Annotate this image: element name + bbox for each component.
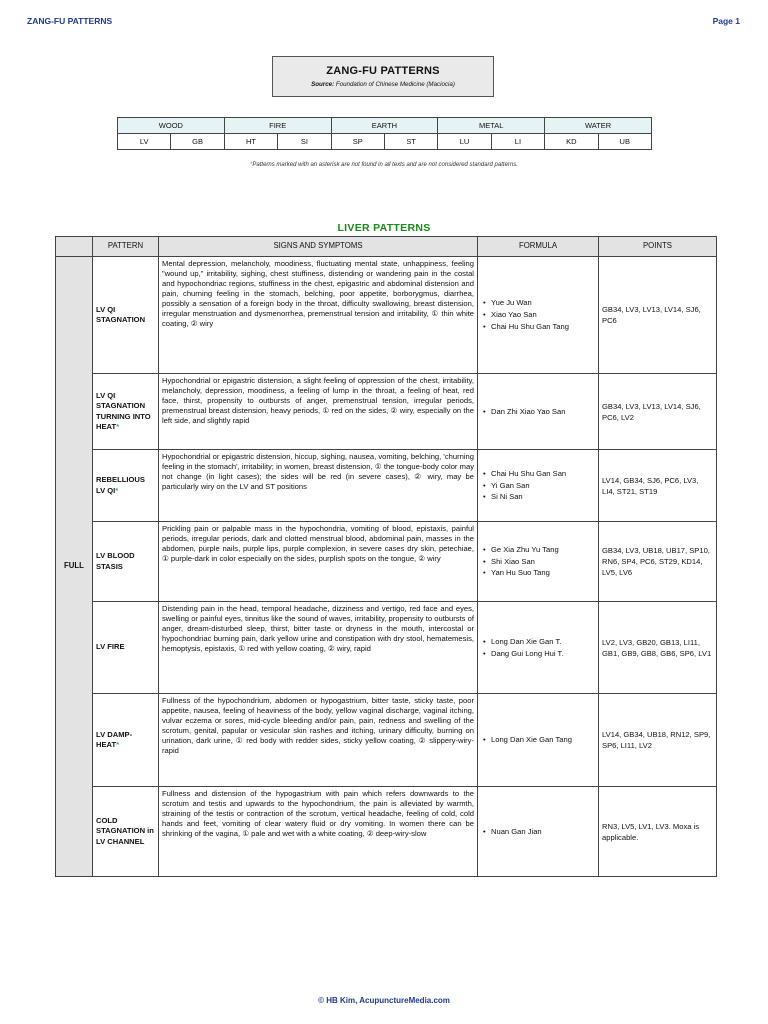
header-category — [56, 237, 93, 257]
header-points: POINTS — [599, 237, 717, 257]
formula-cell — [478, 602, 599, 694]
pattern-name: LV DAMP-HEAT — [96, 729, 133, 749]
formula-cell — [478, 450, 599, 522]
table-row — [56, 374, 717, 450]
pattern-name: LV BLOOD STASIS — [96, 551, 135, 571]
formula-item: • Ge Xia Zhu Yu Tang — [491, 544, 595, 556]
signs-cell: Distending pain in the head, temporal headache, dizziness and vertigo, red face and eyes, swelling or painful eyes, tinnitus like the sound of waves, irritability, propensity to outbursts of anger, dream-disturbed sleep, thirst, bitter taste or dryness in the mouth, intercostal or hypochondriac burning pain, dark yellow urine and constipation with dry stool, hematemesis, hemoptysis, epistaxis, ① red with yellow coating, ② wiry, rapid — [159, 602, 478, 694]
page-number: Page 1 — [712, 16, 740, 26]
category-full: FULL — [56, 257, 93, 877]
formula-item: • Xiao Yao San — [491, 309, 595, 321]
formula-item: • Yue Ju Wan — [491, 297, 595, 309]
liver-patterns-table — [55, 236, 717, 877]
pattern-name: REBELLIOUS LV QI — [96, 475, 145, 495]
footer-copyright: © HB Kim, AcupunctureMedia.com — [318, 996, 450, 1005]
formula-item: • Nuan Gan Jian — [491, 826, 595, 838]
asterisk-mark: * — [250, 162, 253, 168]
pattern-cell — [93, 787, 159, 877]
formula-item: • Chai Hu Shu Gan Tang — [491, 321, 595, 333]
organ-cell: GB — [171, 134, 224, 150]
formula-item: • Chai Hu Shu Gan San — [491, 468, 595, 480]
pattern-cell — [93, 602, 159, 694]
points-cell: GB34, LV3, UB18, UB17, SP10, RN6, SP4, PC6, ST29, KD14, LV5, LV6 — [599, 522, 717, 602]
formula-list — [481, 297, 595, 332]
points-cell: LV14, GB34, SJ6, PC6, LV3, LI4, ST21, ST19 — [599, 450, 717, 522]
formula-list — [481, 734, 595, 746]
element-fire: FIRE — [224, 118, 331, 134]
element-wood: WOOD — [118, 118, 225, 134]
table-row — [56, 602, 717, 694]
signs-cell: Prickling pain or palpable mass in the hypochondria, vomiting of blood, epistaxis, painful periods, irregular periods, dark and clotted menstrual blood, abdominal pain, masses in the abdomen, purple nails, purple lips, purple complexion, in severe cases dry skin, petechiae, ① purple-dark in color especially on the sides, purplish spots on the tongue, ② wiry — [159, 522, 478, 602]
pattern-name: COLD STAGNATION in LV CHANNEL — [96, 816, 154, 846]
pattern-asterisk: * — [115, 485, 119, 495]
organ-cell: ST — [384, 134, 437, 150]
pattern-cell — [93, 522, 159, 602]
formula-list — [481, 826, 595, 838]
signs-cell: Mental depression, melancholy, moodiness, fluctuating mental state, unhappiness, feeling "wound up," irritability, sighing, chest stuffiness, distending or wandering pain in the costal and hypochondriac regions, stuffiness in the chest, epigastric and abdominal distension and pain, churning feeling in the stomach, belching, poor appetite, borborygmus, diarrhea, possibly a sensation of a foreign body in the throat, difficulty swallowing, breast distension, irregular menstruation and dysmenorrhea, premenstrual tension and irritability, ① thin white coating, ② wiry — [159, 257, 478, 374]
organ-cell: SP — [331, 134, 384, 150]
formula-cell — [478, 374, 599, 450]
formula-cell — [478, 522, 599, 602]
element-water: WATER — [545, 118, 652, 134]
pattern-cell — [93, 694, 159, 787]
element-earth: EARTH — [331, 118, 438, 134]
note-text: Patterns marked with an asterisk are not found in all texts and are not considered standard patterns. — [252, 162, 518, 168]
points-cell: LV2, LV3, GB20, GB13, LI11, GB1, GB9, GB8, GB6, SP6, LV1 — [599, 602, 717, 694]
pattern-cell — [93, 450, 159, 522]
organ-cell: LU — [438, 134, 491, 150]
formula-item: • Si Ni San — [491, 491, 595, 503]
pattern-name: LV QI STAGNATION — [96, 304, 146, 324]
formula-list — [481, 468, 595, 503]
table-row — [56, 257, 717, 374]
five-elements-table — [117, 117, 652, 150]
table-header-row — [56, 237, 717, 257]
formula-item: • Shi Xiao San — [491, 556, 595, 568]
signs-cell: Fullness of the hypochondrium, abdomen or hypogastrium, bitter taste, sticky taste, poor appetite, nausea, feeling of heaviness of the body, yellow vaginal discharge, vaginal itching, vulvar eczema or sores, mid-cycle bleeding and/or pain, pain, redness and swelling of the scrotum, genital, papular or vesicular skin rashes and itching, urinary difficulty, burning on urination, dark urine, ① red body with redder sides, sticky yellow coating, ② slippery-wiry-rapid — [159, 694, 478, 787]
formula-item: • Long Dan Xie Gan Tang — [491, 734, 595, 746]
formula-item: • Dang Gui Long Hui T. — [491, 648, 595, 660]
asterisk-note — [0, 162, 768, 168]
organ-cell: UB — [598, 134, 651, 150]
title-box — [272, 56, 494, 97]
formula-item: • Dan Zhi Xiao Yao San — [491, 406, 595, 418]
header-pattern: PATTERN — [93, 237, 159, 257]
table-row — [56, 694, 717, 787]
points-cell: LV14, GB34, UB18, RN12, SP9, SP6, LI11, LV2 — [599, 694, 717, 787]
points-cell: RN3, LV5, LV1, LV3. Moxa is applicable. — [599, 787, 717, 877]
pattern-name: LV FIRE — [96, 642, 125, 652]
header-signs: SIGNS AND SYMPTOMS — [159, 237, 478, 257]
pattern-asterisk: * — [116, 421, 120, 431]
document-title: ZANG-FU PATTERNS — [326, 65, 440, 77]
header-title: ZANG-FU PATTERNS — [27, 16, 113, 26]
element-metal: METAL — [438, 118, 545, 134]
pattern-asterisk: * — [116, 740, 120, 749]
organ-cell: LV — [118, 134, 171, 150]
formula-item: • Yan Hu Suo Tang — [491, 567, 595, 579]
formula-cell — [478, 787, 599, 877]
formula-item: • Yi Gan San — [491, 480, 595, 492]
source-label: Source: — [311, 81, 335, 88]
table-row — [56, 450, 717, 522]
organ-cell: KD — [545, 134, 598, 150]
header-formula: FORMULA — [478, 237, 599, 257]
source-text: Foundation of Chinese Medicine (Maciocia) — [335, 81, 455, 88]
pattern-name: LV QI STAGNATION TURNING INTO HEAT — [96, 391, 151, 431]
formula-item: • Long Dan Xie Gan T. — [491, 636, 595, 648]
source-line — [273, 81, 493, 88]
formula-list — [481, 636, 595, 660]
points-cell: GB34, LV3, LV13, LV14, SJ6, PC6, LV2 — [599, 374, 717, 450]
signs-cell: Hypochondrial or epigastric distension, hiccup, sighing, nausea, vomiting, belching, 'churning feeling in the stomach', irritability; in women, breast distension, ① the tongue-body color may not change (in light cases); the sides will be red (in severe cases), ② wiry, may be particularly wiry on the LV and ST positions — [159, 450, 478, 522]
section-title: LIVER PATTERNS — [337, 222, 431, 234]
formula-cell — [478, 257, 599, 374]
organ-cell: HT — [224, 134, 277, 150]
formula-list — [481, 406, 595, 418]
pattern-cell — [93, 374, 159, 450]
organ-cell: SI — [278, 134, 331, 150]
points-cell: GB34, LV3, LV13, LV14, SJ6, PC6 — [599, 257, 717, 374]
signs-cell: Fullness and distension of the hypogastrium with pain which refers downwards to the scrotum and testis and upwards to the hypochondrium, the pain is alleviated by warmth, straining of the testis or contraction of the scrotum, vertical headache, feeling of cold, cold hands and feet, vomiting of clear watery fluid or dry vomiting. In women there can be shrinking of the vagina, ① pale and wet with a white coating, ② deep-wiry-slow — [159, 787, 478, 877]
organ-cell: LI — [491, 134, 544, 150]
formula-list — [481, 544, 595, 579]
formula-cell — [478, 694, 599, 787]
signs-cell: Hypochondrial or epigastric distension, a slight feeling of oppression of the chest, irritability, melancholy, depression, moodiness, a feeling of lump in the throat, a feeling of heat, red face, thirst, propensity to outbursts of anger, premenstrual tension, irregular periods, premenstrual breast distension, heavy periods, ① red on the sides, ② wiry, especially on the left side, and slightly rapid — [159, 374, 478, 450]
table-row — [56, 522, 717, 602]
table-row — [56, 787, 717, 877]
pattern-cell — [93, 257, 159, 374]
